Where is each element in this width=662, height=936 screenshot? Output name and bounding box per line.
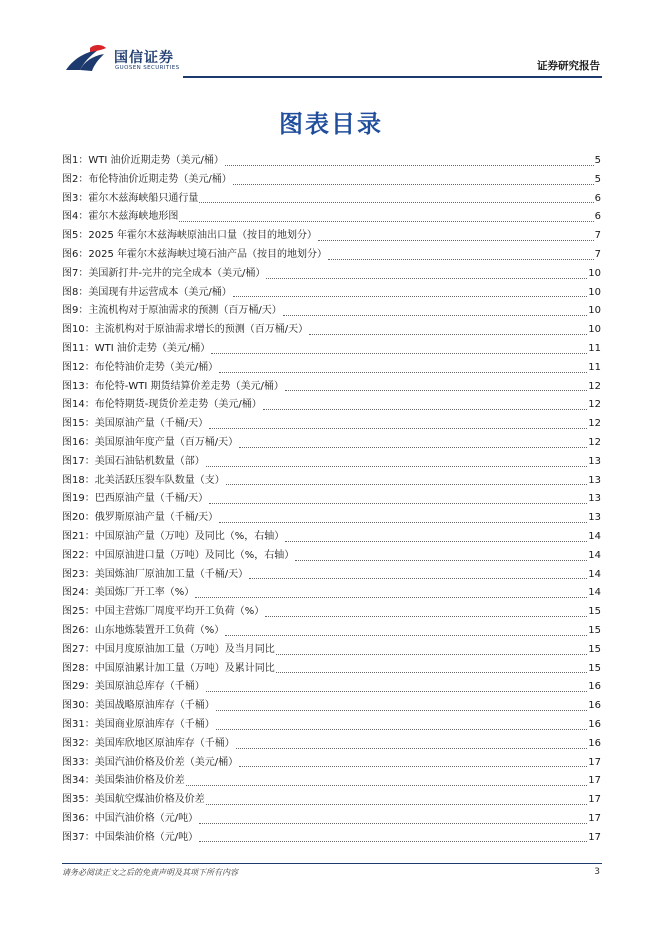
toc-entry-title: 美国原油产量（千桶/天）	[94, 418, 209, 430]
toc-entry-title: 美国炼油厂原油加工量（千桶/天）	[94, 568, 249, 580]
toc-entry-page: 7	[594, 230, 601, 242]
page-title: 图表目录	[279, 110, 383, 138]
toc-entry[interactable]	[62, 265, 601, 284]
toc-entry-page: 12	[588, 399, 601, 411]
toc-entry[interactable]	[62, 584, 601, 603]
toc-dot-leader	[206, 465, 588, 467]
toc-entry-page: 10	[588, 305, 601, 317]
toc-entry-number: 图8：	[62, 286, 89, 298]
footer-divider	[62, 863, 602, 864]
toc-entry-page: 14	[588, 568, 601, 580]
toc-dot-leader	[199, 822, 587, 824]
toc-entry[interactable]	[62, 415, 601, 434]
toc-entry-page: 6	[594, 192, 601, 204]
toc-dot-leader	[285, 389, 587, 391]
toc-dot-leader	[276, 653, 588, 655]
toc-entry-title: 美国战略原油库存（千桶）	[94, 700, 215, 712]
toc-entry-number: 图1：	[62, 155, 89, 166]
toc-entry-title: 布伦特油价走势（美元/桶）	[94, 361, 219, 373]
toc-entry[interactable]	[62, 472, 601, 491]
toc-entry-title: 美国航空煤油价格及价差	[94, 794, 205, 806]
toc-entry-number: 图26：	[62, 624, 95, 636]
toc-entry-page: 12	[588, 436, 601, 448]
toc-entry[interactable]	[62, 321, 601, 340]
toc-entry-number: 图9：	[62, 305, 89, 317]
toc-dot-leader	[209, 502, 587, 504]
toc-entry-number: 图16：	[62, 436, 95, 448]
toc-entry-number: 图25：	[62, 606, 95, 618]
toc-entry-title: 北美活跃压裂车队数量（支）	[94, 474, 225, 486]
toc-entry-page: 14	[588, 587, 601, 599]
toc-entry[interactable]	[62, 791, 601, 810]
logo-chinese-name: 国信证券	[114, 50, 174, 66]
toc-entry-number: 图10：	[62, 324, 95, 336]
toc-dot-leader	[309, 333, 587, 335]
toc-entry-number: 图28：	[62, 662, 95, 674]
toc-entry-number: 图19：	[62, 493, 95, 505]
toc-dot-leader	[239, 765, 587, 767]
toc-entry-number: 图32：	[62, 737, 95, 749]
toc-entry-title: 美国柴油价格及价差	[94, 775, 185, 787]
toc-entry[interactable]	[62, 453, 601, 472]
toc-entry-title: 美国库欣地区原油库存（千桶）	[94, 737, 235, 749]
toc-entry-title: 布伦特期货-现货价差走势（美元/桶）	[94, 399, 262, 411]
toc-entry-title: 美国新打井-完井的完全成本（美元/桶）	[88, 267, 266, 279]
toc-entry-number: 图24：	[62, 587, 95, 599]
toc-entry-page: 16	[588, 718, 601, 730]
toc-entry-page: 14	[588, 549, 601, 561]
toc-entry-number: 图11：	[62, 342, 95, 354]
page-number: 3	[594, 867, 600, 877]
toc-entry-number: 图3：	[62, 192, 89, 204]
toc-entry-number: 图23：	[62, 568, 95, 580]
toc-entry[interactable]	[62, 547, 601, 566]
toc-entry[interactable]	[62, 829, 601, 848]
toc-entry-title: WTI 油价近期走势（美元/桶）	[88, 155, 224, 166]
toc-entry-page: 12	[588, 418, 601, 430]
toc-entry-number: 图30：	[62, 700, 95, 712]
toc-entry-page: 6	[594, 211, 601, 223]
toc-entry-page: 16	[588, 737, 601, 749]
toc-entry-page: 17	[588, 794, 601, 806]
toc-entry-page: 16	[588, 681, 601, 693]
toc-entry-title: 主流机构对于原油需求增长的预测（百万桶/天）	[94, 324, 309, 336]
toc-entry-page: 15	[588, 643, 601, 655]
toc-dot-leader	[276, 671, 588, 673]
toc-entry-number: 图6：	[62, 248, 89, 260]
toc-entry[interactable]	[62, 697, 601, 716]
toc-dot-leader	[328, 258, 594, 260]
toc-entry-title: 山东地炼装置开工负荷（%）	[94, 624, 225, 636]
toc-entry[interactable]	[62, 735, 601, 754]
toc-entry[interactable]	[62, 810, 601, 829]
toc-entry-page: 13	[588, 493, 601, 505]
guosen-logo-icon	[64, 44, 110, 76]
toc-entry[interactable]	[62, 340, 601, 359]
toc-entry-title: 巴西原油产量（千桶/天）	[94, 493, 209, 505]
toc-entry[interactable]	[62, 284, 601, 303]
toc-entry-page: 17	[588, 831, 601, 843]
toc-dot-leader	[219, 521, 587, 523]
toc-entry-page: 5	[594, 173, 601, 185]
toc-entry-title: 2025 年霍尔木兹海峡过境石油产品（按目的地划分）	[88, 248, 328, 260]
toc-entry-number: 图27：	[62, 643, 95, 655]
toc-entry-number: 图29：	[62, 681, 95, 693]
toc-entry-title: 霍尔木兹海峡船只通行量	[88, 192, 199, 204]
toc-entry-page: 14	[588, 530, 601, 542]
toc-entry-number: 图18：	[62, 474, 95, 486]
toc-entry-number: 图17：	[62, 455, 95, 467]
toc-entry-number: 图36：	[62, 812, 95, 824]
toc-entry[interactable]	[62, 208, 601, 227]
toc-dot-leader	[283, 314, 588, 316]
toc-entry-title: 中国柴油价格（元/吨）	[94, 831, 199, 843]
toc-entry-page: 13	[588, 474, 601, 486]
toc-entry[interactable]	[62, 434, 601, 453]
toc-dot-leader	[266, 277, 587, 279]
toc-entry-page: 10	[588, 267, 601, 279]
toc-dot-leader	[211, 352, 587, 354]
toc-entry[interactable]	[62, 754, 601, 773]
toc-dot-leader	[206, 803, 588, 805]
toc-dot-leader	[225, 634, 587, 636]
toc-entry-number: 图21：	[62, 530, 95, 542]
toc-dot-leader	[233, 295, 588, 297]
toc-dot-leader	[285, 540, 587, 542]
toc-entry-page: 17	[588, 812, 601, 824]
toc-entry-title: 中国汽油价格（元/吨）	[94, 812, 199, 824]
toc-entry-title: 主流机构对于原油需求的预测（百万桶/天）	[88, 305, 282, 317]
toc-entry-number: 图20：	[62, 512, 95, 524]
toc-entry-title: WTI 油价走势（美元/桶）	[94, 342, 211, 354]
toc-entry-number: 图31：	[62, 718, 95, 730]
toc-dot-leader	[225, 164, 594, 166]
toc-entry-title: 霍尔木兹海峡地形图	[88, 211, 179, 223]
toc-entry-title: 中国原油累计加工量（万吨）及累计同比	[94, 662, 275, 674]
toc-dot-leader	[199, 201, 593, 203]
toc-entry-page: 16	[588, 700, 601, 712]
toc-entry[interactable]	[62, 772, 601, 791]
toc-entry-number: 图22：	[62, 549, 95, 561]
toc-entry[interactable]	[62, 660, 601, 679]
toc-dot-leader	[195, 596, 587, 598]
report-type-label: 证券研究报告	[537, 60, 600, 72]
toc-entry-number: 图7：	[62, 267, 89, 279]
toc-entry-title: 美国原油总库存（千桶）	[94, 681, 205, 693]
toc-entry[interactable]	[62, 622, 601, 641]
toc-entry-number: 图35：	[62, 794, 95, 806]
toc-entry-number: 图14：	[62, 399, 95, 411]
toc-entry-title: 2025 年霍尔木兹海峡原油出口量（按目的地划分）	[88, 230, 318, 242]
toc-entry-title: 美国炼厂开工率（%）	[94, 587, 195, 599]
toc-entry-page: 17	[588, 756, 601, 768]
page-header	[0, 0, 662, 80]
company-logo	[64, 44, 194, 76]
toc-entry[interactable]	[62, 603, 601, 622]
chart-index-list	[62, 152, 601, 847]
toc-entry-page: 11	[588, 342, 601, 354]
toc-entry-title: 俄罗斯原油产量（千桶/天）	[94, 512, 219, 524]
toc-entry-page: 13	[588, 455, 601, 467]
toc-entry-title: 美国原油年度产量（百万桶/天）	[94, 436, 239, 448]
toc-dot-leader	[206, 690, 588, 692]
toc-entry-page: 5	[594, 155, 601, 166]
toc-entry[interactable]	[62, 227, 601, 246]
toc-entry-number: 图37：	[62, 831, 95, 843]
toc-dot-leader	[236, 747, 588, 749]
toc-entry-number: 图4：	[62, 211, 89, 223]
toc-entry[interactable]	[62, 566, 601, 585]
toc-entry-number: 图5：	[62, 230, 89, 242]
toc-entry[interactable]	[62, 528, 601, 547]
toc-dot-leader	[226, 483, 588, 485]
toc-entry-title: 布伦特油价近期走势（美元/桶）	[88, 173, 232, 185]
toc-entry-title: 美国汽油价格及价差（美元/桶）	[94, 756, 239, 768]
toc-entry[interactable]	[62, 171, 601, 190]
toc-entry[interactable]	[62, 302, 601, 321]
toc-dot-leader	[265, 615, 587, 617]
toc-entry-page: 15	[588, 624, 601, 636]
toc-dot-leader	[209, 427, 587, 429]
toc-entry-page: 11	[588, 361, 601, 373]
toc-dot-leader	[233, 183, 594, 185]
toc-entry-page: 12	[588, 380, 601, 392]
toc-dot-leader	[216, 728, 588, 730]
toc-dot-leader	[179, 220, 593, 222]
toc-entry-page: 10	[588, 286, 601, 298]
toc-entry[interactable]	[62, 641, 601, 660]
toc-entry-number: 图12：	[62, 361, 95, 373]
toc-entry[interactable]	[62, 678, 601, 697]
toc-entry-title: 中国月度原油加工量（万吨）及当月同比	[94, 643, 275, 655]
toc-entry-page: 13	[588, 512, 601, 524]
toc-entry-page: 10	[588, 324, 601, 336]
toc-entry[interactable]	[62, 190, 601, 209]
toc-dot-leader	[239, 446, 587, 448]
toc-entry-title: 中国主营炼厂周度平均开工负荷（%）	[94, 606, 265, 618]
toc-entry-title: 中国原油产量（万吨）及同比（%，右轴）	[94, 530, 285, 542]
toc-dot-leader	[219, 371, 587, 373]
toc-entry-title: 美国石油钻机数量（部）	[94, 455, 205, 467]
toc-entry-number: 图15：	[62, 418, 95, 430]
toc-dot-leader	[199, 840, 587, 842]
toc-entry-title: 布伦特-WTI 期货结算价差走势（美元/桶）	[94, 380, 284, 392]
toc-entry-number: 图2：	[62, 173, 89, 185]
toc-entry-number: 图33：	[62, 756, 95, 768]
toc-entry[interactable]	[62, 490, 601, 509]
header-divider	[183, 76, 602, 78]
toc-entry-page: 7	[594, 248, 601, 260]
toc-dot-leader	[249, 577, 587, 579]
toc-entry[interactable]	[62, 509, 601, 528]
toc-dot-leader	[318, 239, 594, 241]
logo-english-name: GUOSEN SECURITIES	[115, 65, 180, 71]
toc-entry[interactable]	[62, 378, 601, 397]
toc-entry-page: 15	[588, 662, 601, 674]
toc-dot-leader	[186, 784, 588, 786]
toc-entry-page: 17	[588, 775, 601, 787]
footer-disclaimer: 请务必阅读正文之后的免责声明及其项下所有内容	[62, 868, 238, 877]
toc-entry[interactable]	[62, 716, 601, 735]
toc-entry[interactable]	[62, 396, 601, 415]
toc-entry-number: 图13：	[62, 380, 95, 392]
toc-entry[interactable]	[62, 152, 601, 171]
toc-dot-leader	[295, 559, 587, 561]
toc-dot-leader	[263, 408, 588, 410]
toc-entry-title: 美国现有井运营成本（美元/桶）	[88, 286, 232, 298]
toc-entry-title: 中国原油进口量（万吨）及同比（%，右轴）	[94, 549, 295, 561]
toc-entry[interactable]	[62, 246, 601, 265]
toc-entry-title: 美国商业原油库存（千桶）	[94, 718, 215, 730]
toc-entry-page: 15	[588, 606, 601, 618]
toc-dot-leader	[216, 709, 588, 711]
toc-entry[interactable]	[62, 359, 601, 378]
toc-entry-number: 图34：	[62, 775, 95, 787]
